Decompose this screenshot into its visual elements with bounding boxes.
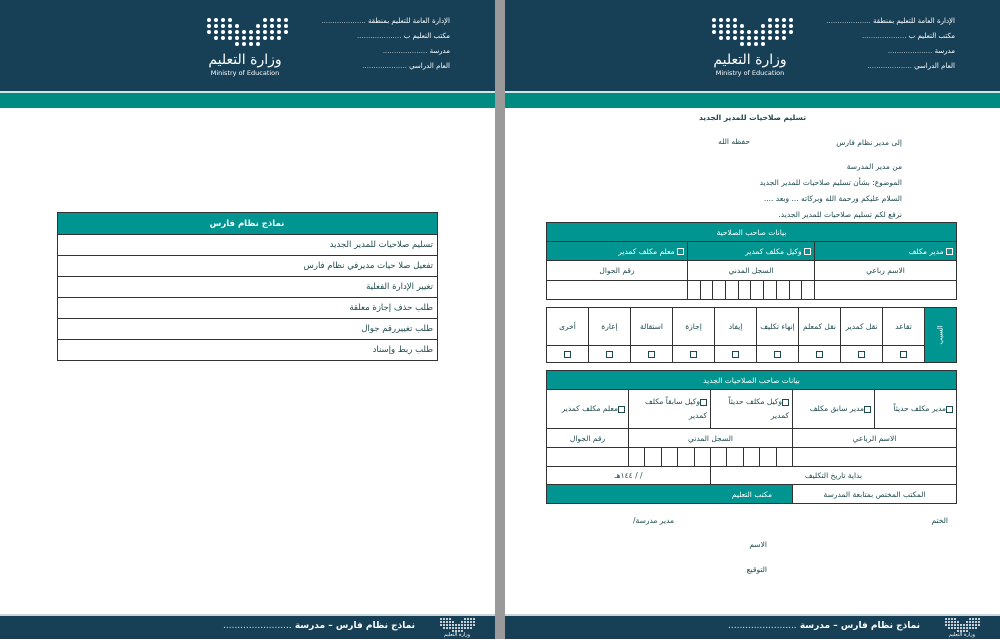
reason-table [546, 307, 957, 363]
reason-checkbox[interactable] [547, 346, 589, 363]
reason-checkbox[interactable] [589, 346, 631, 363]
page-header [0, 0, 495, 91]
body-text: نرفع لكم تسليم صلاحيات للمدير الجديد. [778, 210, 902, 219]
office-label: المكتب المختص بمتابعة المدرسة [793, 485, 957, 504]
reason-label: إجازة [673, 308, 715, 346]
table-title: نماذج نظام فارس [58, 213, 438, 235]
header-line: مكتب التعليم ب .................... [861, 32, 955, 40]
form-list-item[interactable]: تغيير الإدارة الفعلية [58, 277, 438, 298]
reason-label: السبب [936, 325, 945, 345]
id-digit-cell[interactable] [629, 448, 644, 466]
recipient: إلى مدير نظام فارس [836, 138, 902, 147]
reason-checkbox[interactable] [715, 346, 757, 363]
logo-text: وزارة التعليم [208, 52, 282, 68]
id-digit-cell[interactable] [661, 448, 677, 466]
reason-checkbox[interactable] [757, 346, 799, 363]
mobile-input[interactable] [547, 281, 688, 300]
office-value: مكتب التعليم [547, 485, 793, 504]
name-label: الاسم [749, 540, 767, 549]
checkbox[interactable] [618, 406, 625, 413]
reason-label: إيفاد [715, 308, 757, 346]
new-holder-table [546, 370, 957, 504]
footer-title: نماذج نظام فارس – مدرسة ........................ [728, 621, 920, 631]
id-digit-cell[interactable] [743, 448, 759, 466]
ministry-logo [705, 18, 795, 77]
id-digit-cell[interactable] [688, 281, 700, 299]
id-digit-cell[interactable] [776, 448, 792, 466]
form-list-item[interactable]: تفعيل صلا حيات مديرفي نظام فارس [58, 256, 438, 277]
footer-logo: وزارة التعليم [437, 618, 477, 638]
field-label: الاسم الرباعي [793, 429, 957, 448]
table-title: بيانات صاحب الصلاحية [547, 223, 957, 242]
id-digit-cell[interactable] [789, 281, 802, 299]
id-digit-cell[interactable] [763, 281, 776, 299]
page-header [505, 0, 1000, 91]
form-list-item[interactable]: طلب تغييررقم جوال [58, 319, 438, 340]
id-digit-cell[interactable] [677, 448, 693, 466]
id-digit-cell[interactable] [644, 448, 660, 466]
checkbox[interactable] [700, 399, 707, 406]
new-holder-option[interactable]: مدير مكلف حديثاً [875, 390, 957, 429]
form-list-item[interactable]: تسليم صلاحيات للمدير الجديد [58, 235, 438, 256]
id-digit-cell[interactable] [710, 448, 726, 466]
accent-band [505, 93, 1000, 108]
new-holder-option[interactable]: وكيل سابقاً مكلف كمدير [629, 390, 711, 429]
header-line: مدرسة .................... [887, 47, 955, 55]
new-holder-option[interactable]: معلم مكلف كمدير [547, 390, 629, 429]
page-footer [0, 614, 495, 639]
header-line: الإدارة العامة للتعليم بمنطقة .................... [321, 17, 450, 25]
sender: من مدير المدرسة [846, 162, 902, 171]
id-digit-cell[interactable] [776, 281, 789, 299]
id-digit-cell[interactable] [694, 448, 710, 466]
page-forms-index [0, 0, 495, 639]
id-digit-cell[interactable] [700, 281, 713, 299]
reason-checkbox[interactable] [673, 346, 715, 363]
form-list-item[interactable]: طلب حذف إجازة معلقة [58, 298, 438, 319]
logo-text-en: Ministry of Education [715, 69, 785, 77]
holder-option[interactable]: معلم مكلف كمدير [547, 242, 688, 261]
name-input[interactable] [793, 448, 957, 467]
form-title: تسليم صلاحيات للمدير الجديد [698, 113, 807, 122]
table-title: بيانات صاحب الصلاحيات الجديد [547, 371, 957, 390]
current-holder-table [546, 222, 957, 300]
new-holder-option[interactable]: مدير سابق مكلف [793, 390, 875, 429]
checkbox[interactable] [946, 248, 953, 255]
name-input[interactable] [815, 281, 957, 300]
ministry-logo [200, 18, 290, 77]
reason-label: إعارة [589, 308, 631, 346]
footer-title: نماذج نظام فارس – مدرسة ........................ [223, 621, 415, 631]
id-digit-cell[interactable] [759, 448, 775, 466]
page-handover-form [505, 0, 1000, 639]
id-digit-cell[interactable] [750, 281, 763, 299]
id-digit-cell[interactable] [801, 281, 814, 299]
id-digit-cell[interactable] [725, 281, 738, 299]
checkbox[interactable] [782, 399, 789, 406]
reason-label: نقل كمعلم [799, 308, 841, 346]
header-info [795, 14, 955, 74]
checkbox[interactable] [677, 248, 684, 255]
header-line: العام الدراسي .................... [867, 62, 955, 70]
field-label: السجل المدني [688, 261, 815, 281]
start-date-field[interactable]: / / ١٤٤هـ [547, 467, 711, 485]
header-line: مكتب التعليم ب .................... [356, 32, 450, 40]
reason-label: أخرى [547, 308, 589, 346]
id-digit-cell[interactable] [726, 448, 742, 466]
reason-checkbox[interactable] [883, 346, 925, 363]
reason-checkbox[interactable] [631, 346, 673, 363]
reason-label: استقالة [631, 308, 673, 346]
greeting: السلام عليكم ورحمة الله وبركاته ... وبعد .... [763, 194, 902, 203]
checkbox[interactable] [804, 248, 811, 255]
blessing: حفظه الله [718, 137, 750, 146]
forms-list-table [57, 212, 438, 361]
subject: الموضوع: بشأن تسليم صلاحيات للمدير الجديد [759, 178, 902, 187]
header-info [290, 14, 450, 74]
reason-label: نقل كمدير [841, 308, 883, 346]
header-line: مدرسة .................... [382, 47, 450, 55]
accent-band [0, 93, 495, 108]
reason-checkbox[interactable] [841, 346, 883, 363]
new-holder-option[interactable]: وكيل مكلف حديثاً كمدير [711, 390, 793, 429]
logo-text: وزارة التعليم [713, 52, 787, 68]
mobile-input[interactable] [547, 448, 629, 467]
field-label: الاسم رباعي [815, 261, 957, 281]
field-label: رقم الجوال [547, 429, 629, 448]
holder-option[interactable]: مدير مكلف [815, 242, 957, 261]
start-date-label: بداية تاريخ التكليف [711, 467, 957, 485]
header-line: العام الدراسي .................... [362, 62, 450, 70]
logo-text-en: Ministry of Education [210, 69, 280, 77]
field-label: السجل المدني [629, 429, 793, 448]
principal-label: مدير مدرسة/ [633, 516, 674, 525]
checkbox[interactable] [946, 406, 953, 413]
footer-logo: وزارة التعليم [942, 618, 982, 638]
id-digit-cell[interactable] [738, 281, 751, 299]
reason-label: إنهاء تكليف [757, 308, 799, 346]
header-line: الإدارة العامة للتعليم بمنطقة .................... [826, 17, 955, 25]
checkbox[interactable] [864, 406, 871, 413]
holder-option[interactable]: وكيل مكلف كمدير [688, 242, 815, 261]
reason-checkbox[interactable] [799, 346, 841, 363]
page-footer [505, 614, 1000, 639]
form-list-item[interactable]: طلب ربط وإسناد [58, 340, 438, 361]
reason-label: تقاعد [883, 308, 925, 346]
seal-label: الختم [931, 516, 948, 525]
signature-label: التوقيع [746, 565, 767, 574]
field-label: رقم الجوال [547, 261, 688, 281]
id-digit-cell[interactable] [712, 281, 725, 299]
